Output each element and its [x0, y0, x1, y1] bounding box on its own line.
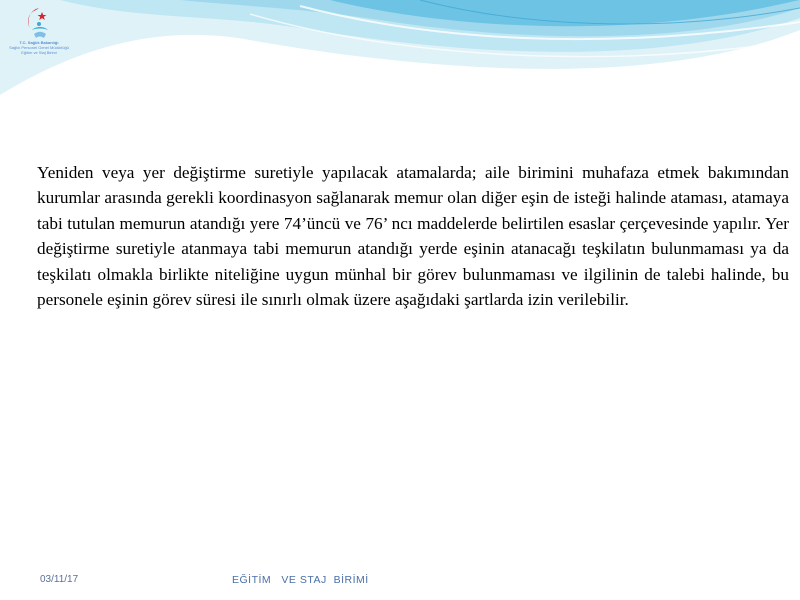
header-wave-decoration: [0, 0, 800, 110]
logo-line-directorate: Sağlık Personel Genel Müdürlüğü: [9, 45, 69, 50]
logo-line-ministry: T.C. Sağlık Bakanlığı: [19, 40, 59, 45]
logo-caption: [8, 40, 70, 55]
main-paragraph: Yeniden veya yer değiştirme suretiyle yapılacak atamalarda; aile birimini muhafaza etmek bakımından kurumlar arasında gerekli koordinasyon sağlanarak memur olan diğer eşin de isteği halinde ataması, atamaya tabi tutulan memurun atandığı yere 74’üncü ve 76’ ncı maddelerde belirtilen esaslar çerçevesinde yapılır. Yer değiştirme suretiyle atanmaya tabi memurun atandığı yerde eşinin atanacağı teşkilatın bulunmaması ya da teşkilatı olmakla birlikte niteliğine uygun münhal bir görev bulunmaması ve ilgilinin de talebi halinde, bu personele eşinin görev süresi ile sınırlı olmak üzere aşağıdaki şartlarda izin verilebilir.: [37, 163, 789, 310]
logo-line-unit: Eğitim ve Staj Birimi: [21, 50, 57, 55]
footer-unit-name: EĞİTİM VE STAJ BİRİMİ: [232, 574, 369, 586]
footer-date: 03/11/17: [40, 574, 79, 585]
ministry-logo-icon: [8, 4, 70, 66]
